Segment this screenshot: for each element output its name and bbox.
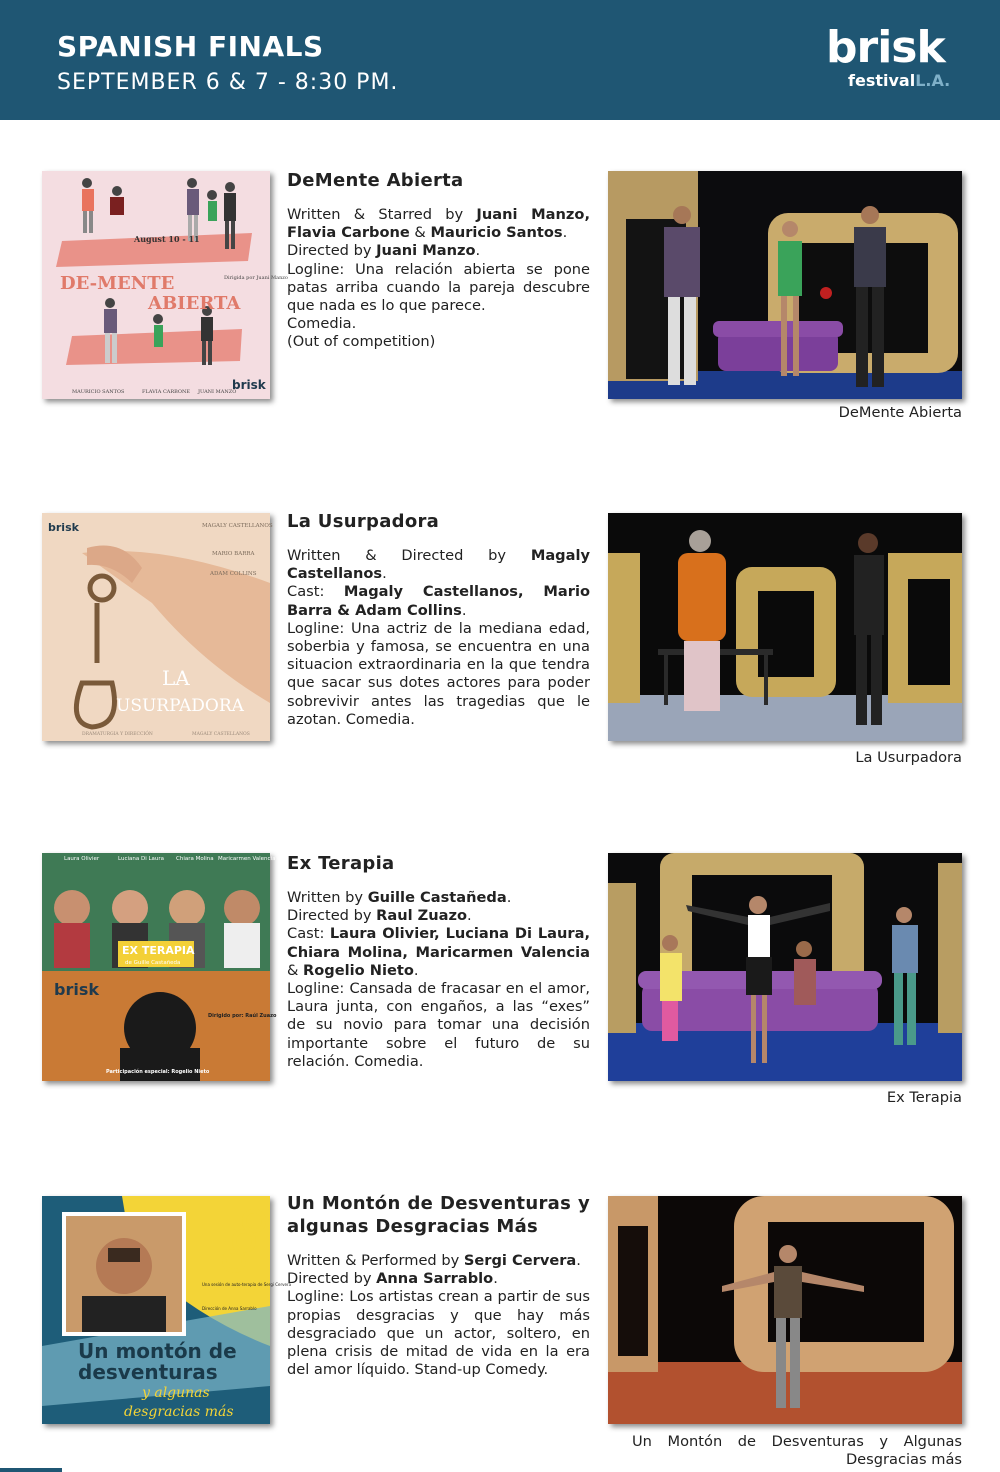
play-title: DeMente Abierta [287, 170, 464, 191]
photo-caption: Un Montón de Desventuras y Algunas Desgracias más [632, 1433, 962, 1468]
play-title: Ex Terapia [287, 853, 395, 874]
poster-logo: brisk [232, 378, 266, 392]
poster-line: desventuras [78, 1360, 218, 1384]
logo-sub: festivalL.A. [848, 71, 951, 90]
poster-title-2: ABIERTA [148, 293, 241, 314]
stage-photo-exterapia [608, 853, 962, 1081]
poster-footer: DRAMATURGIA Y DIRECCIÓN [82, 732, 153, 737]
poster-name: Luciana Di Laura [118, 856, 165, 862]
page-subtitle: SEPTEMBER 6 & 7 - 8:30 PM. [57, 70, 399, 95]
poster-logo: brisk [54, 980, 99, 999]
poster-line: desgracias más [124, 1404, 234, 1420]
poster-small: Dirección de Anna Sarrablo [202, 1306, 257, 1311]
stage-photo-dementeabierta [608, 171, 962, 399]
logline: Logline: Una actriz de la mediana edad, soberbia y famosa, se encuentra en una situacion extraordinaria en la que tendra que sacar sus dotes actores para poder sobrevivir antes las tragedias que le azotan. Comedia. [287, 619, 590, 728]
logo-city: L.A. [915, 71, 951, 90]
logline: Logline: Una relación abierta se pone patas arriba cuando la pareja descubre que nada es lo que parece. [287, 260, 590, 315]
play-description: DeMente Abierta Written & Starred by Juani Manzo, Flavia Carbone & Mauricio Santos. Directed by Juani Manzo. Logline: Una relación abierta se pone patas arriba cuando la pareja descubre que nada es lo que parece. Comedia. (Out of competition) [287, 170, 590, 351]
poster-date: August 10 - 11 [134, 234, 200, 244]
poster-dirigida: Dirigida por Juani Manzo [224, 275, 288, 281]
play-description: La Usurpadora Written & Directed by Magaly Castellanos. Cast: Magaly Castellanos, Mario Barra & Adam Collins. Logline: Una actriz de la mediana edad, soberbia y famosa, se encuentra en una situacion extraordinaria en la que tendra que sacar sus dotes actores para poder sobrevivir antes las tragedias que le azotan. Comedia. [287, 511, 590, 728]
poster-unmontondedesventuras [42, 1196, 292, 1424]
genre: Comedia. [287, 315, 357, 333]
poster-lausurpadora [42, 513, 273, 741]
competition-note: (Out of competition) [287, 333, 436, 351]
stage-photo-unmontondedesventuras [608, 1196, 962, 1424]
header-banner [0, 0, 1000, 120]
poster-name: Chiara Molina [176, 856, 214, 862]
play-title: Un Montón de Desventuras y algunas Desgracias Más [287, 1193, 590, 1237]
poster-line: y algunas [142, 1385, 210, 1401]
bottom-accent-bar [0, 1468, 62, 1472]
poster-name: Maricarmen Valencia [218, 856, 276, 862]
poster-name: Laura Olivier [64, 856, 100, 862]
poster-name: FLAVIA CARBONE [142, 389, 191, 395]
poster-name: MAGALY CASTELLANOS [202, 523, 273, 529]
page-title: SPANISH FINALS [57, 30, 324, 63]
poster-subtitle: de Guille Castañeda [125, 960, 181, 966]
poster-small: Una sesión de auto-terapia de Sergi Cervera [202, 1282, 292, 1287]
play-title: La Usurpadora [287, 511, 440, 532]
poster-name: JUANI MANZO [198, 389, 237, 395]
poster-title: EX TERAPIA [122, 944, 195, 957]
poster-logo: brisk [48, 521, 79, 534]
poster-dementeabierta [42, 171, 288, 399]
play-description: Ex Terapia Written by Guille Castañeda. Directed by Raul Zuazo. Cast: Laura Olivier, Luciana Di Laura, Chiara Molina, Maricarmen Valencia & Rogelio Nieto. Logline: Cansada de fracasar en el amor, Laura junta, con engaños, a las “exes” de su novio para tomar una decisión importante sobre el futuro de su relación. Comedia. [287, 853, 590, 1070]
stage-photo-lausurpadora [608, 513, 962, 741]
poster-name: MARIO BARRA [212, 551, 255, 557]
poster-line: Un montón de [78, 1339, 237, 1363]
poster-name: MAURICIO SANTOS [72, 389, 125, 395]
photo-caption: Ex Terapia [886, 1089, 962, 1106]
poster-dirigida: Dirigido por: Raúl Zuazo [208, 1013, 277, 1019]
poster-especial: Participación especial: Rogelio Nieto [106, 1069, 210, 1075]
play-description: Un Montón de Desventuras y algunas Desgracias Más Written & Performed by Sergi Cervera. Directed by Anna Sarrablo. Logline: Los artistas crean a partir de sus propias desgracias y que hay más desgraciado que un actor, soltero, en plena crisis de mitad de vida en la era del amor líquido. Stand-up Comedy. [287, 1193, 590, 1379]
poster-title-2: USURPADORA [116, 696, 244, 716]
poster-title-1: DE-MENTE [60, 273, 175, 294]
poster-title-1: LA [162, 666, 190, 690]
brisk-festival-logo [826, 22, 956, 94]
photo-caption: DeMente Abierta [838, 404, 962, 421]
poster-footer: MAGALY CASTELLANOS [192, 732, 250, 737]
logo-brand: brisk [826, 22, 945, 73]
photo-caption: La Usurpadora [855, 749, 962, 766]
poster-exterapia [42, 853, 277, 1081]
logline: Logline: Cansada de fracasar en el amor, Laura junta, con engaños, a las “exes” de su novio para tomar una decisión importante sobre el futuro de su relación. Comedia. [287, 980, 590, 1070]
logline: Logline: Los artistas crean a partir de sus propias desgracias y que hay más desgraciado que un actor, soltero, en plena crisis de mitad de vida en la era del amor líquido. Stand-up Comedy. [287, 1288, 590, 1379]
poster-name: ADAM COLLINS [210, 571, 257, 577]
